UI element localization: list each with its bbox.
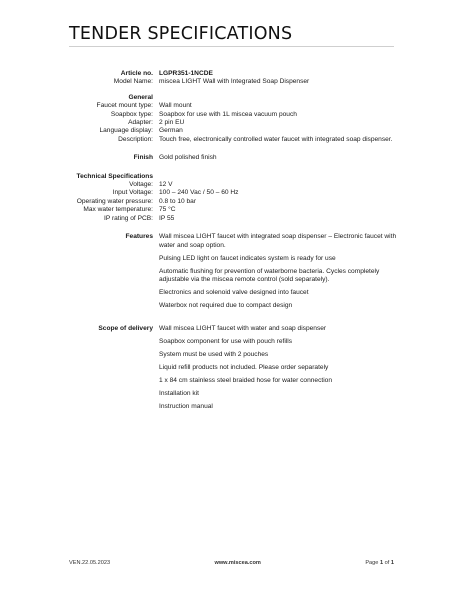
feature-item: Electronics and solenoid valve designed into faucet [159,288,309,296]
technical-row [40,215,400,223]
technical-row-label: Voltage: [129,181,153,189]
general-row-value: Wall mount [159,102,192,110]
technical-heading-row [40,173,400,181]
general-row-label: Adapter: [128,119,153,127]
scope-item: Instruction manual [159,402,213,410]
technical-row [40,198,400,206]
technical-row-label: Input Voltage: [112,189,153,197]
scope-label: Scope of delivery [98,324,153,332]
general-row [40,136,400,144]
page-footer [69,560,394,566]
feature-item: Waterbox not required due to compact design [159,301,293,309]
feature-item: Wall miscea LIGHT faucet with integrated soap dispenser – Electronic faucet with water and soap option. [159,233,397,249]
technical-row [40,206,400,214]
general-heading-row [40,94,400,102]
feature-item: Automatic flushing for prevention of waterborne bacteria. Cycles completely adjustable via the miscea remote control (sold separately). [159,267,380,283]
general-row [40,119,400,127]
scope-item: Liquid refill products not included. Please order separately [159,363,329,371]
general-row-value: German [159,127,183,135]
document-version: VEN.22.05.2023 [69,560,111,566]
technical-row [40,181,400,189]
website-link[interactable]: www.miscea.com [214,560,261,566]
scope-item: Installation kit [159,389,199,397]
title-divider [69,46,394,47]
general-row-value: Soapbox for use with 1L miscea vacuum pouch [159,110,297,118]
technical-row-label: Max water temperature: [83,206,153,214]
page-of: of [384,560,390,566]
general-row [40,127,400,135]
finish-row [40,154,400,162]
technical-row-value: 0.8 to 10 bar [159,197,197,205]
article-row [40,70,400,78]
general-row-value: 2 pin EU [159,119,185,127]
technical-row-value: 100 – 240 Vac / 50 – 60 Hz [159,189,239,197]
features-section [40,233,400,315]
technical-row-value: 75 °C [159,206,176,214]
page-prefix: Page [365,560,379,566]
general-row-label: Soapbox type: [110,110,153,118]
technical-row-value: IP 55 [159,214,175,222]
finish-label: Finish [133,154,153,162]
scope-item: System must be used with 2 pouches [159,350,269,358]
scope-item: Soapbox component for use with pouch refills [159,337,293,345]
features-label: Features [125,233,153,241]
spec-sheet [40,70,400,416]
article-value: LGPR351-1NCDE [159,70,213,77]
general-row [40,111,400,119]
technical-heading: Technical Specifications [76,172,153,180]
model-row [40,78,400,86]
scope-item: Wall miscea LIGHT faucet with water and soap dispenser [159,324,327,332]
technical-row-label: Operating water pressure: [76,197,153,205]
technical-row-value: 12 V [159,181,173,189]
scope-section [40,325,400,416]
page-current: 1 [379,560,384,566]
general-row-value: Touch free, electronically controlled water faucet with integrated soap dispenser. [159,135,393,143]
page-total: 1 [390,560,394,566]
article-label: Article no. [120,70,153,77]
general-heading: General [128,93,153,101]
general-row-label: Language display: [99,127,153,135]
page-title: TENDER SPECIFICATIONS [69,24,293,44]
technical-row [40,189,400,197]
technical-row-label: IP rating of PCB: [104,214,153,222]
general-row [40,102,400,110]
general-row-label: Faucet mount type: [96,102,153,110]
scope-item: 1 x 84 cm stainless steel braided hose for water connection [159,376,332,384]
general-row-label: Description: [118,135,153,143]
page-number [365,560,394,566]
finish-value: Gold polished finish [159,154,217,162]
model-value: miscea LIGHT Wall with Integrated Soap Dispenser [159,78,310,86]
feature-item: Pulsing LED light on faucet indicates system is ready for use [159,254,336,262]
model-label: Model Name: [113,78,153,86]
